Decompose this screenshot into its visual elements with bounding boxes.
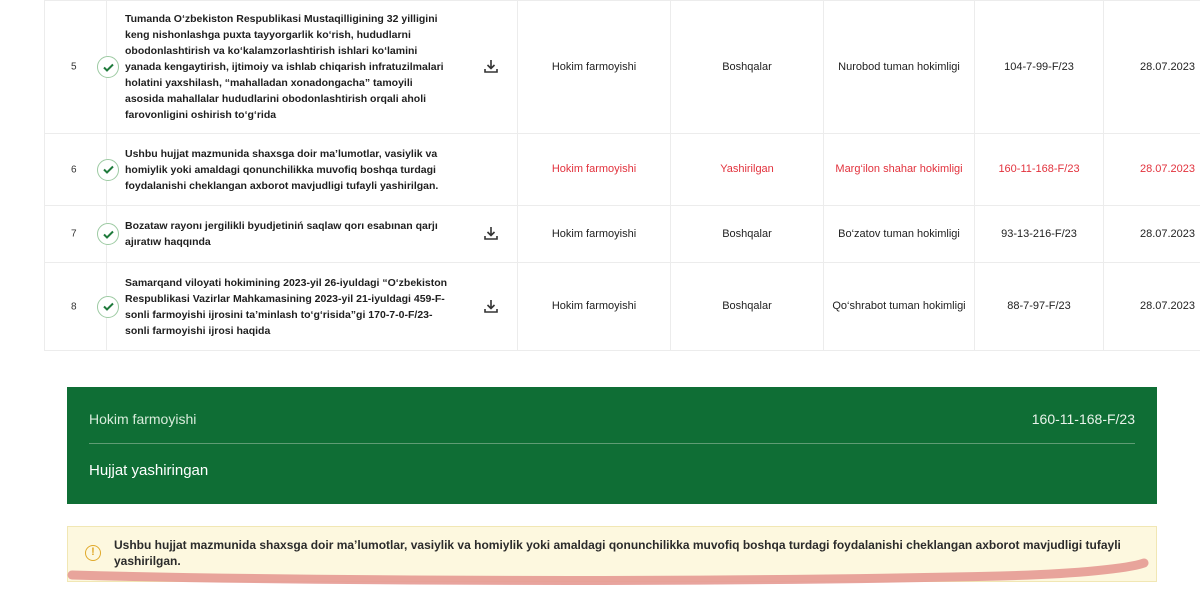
- document-title[interactable]: Tumanda O‘zbekiston Respublikasi Mustaqilligining 32 yilligini keng nishonlashga puxta tayyorgarlik ko‘rish, hududlarni obodonlashtirish va ko‘kalamzorlashtirish ishlari ko‘lamini yanada kengaytirish, ijtimoiy va ishlab chiqarish infratuzilmalari holatini yaxshilash, “mahalladan xonadongacha” tamoyili asosida mahallalar hududlarini obodonlashtirish orqali aholi farovonligini oshirish to‘g‘rida: [125, 13, 444, 121]
- document-title: Ushbu hujjat mazmunida shaxsga doir ma’lumotlar, vasiylik va homiylik yoki amaldagi qonunchilikka muvofiq boshqa turdagi foydalanishi cheklangan axborot mavjudligi tufayli yashirilgan.: [125, 147, 439, 192]
- date-cell: 28.07.2023: [1104, 263, 1200, 351]
- doc-number-cell: 93-13-216-F/23: [975, 206, 1104, 263]
- detail-doc-number: 160-11-168-F/23: [1031, 411, 1135, 427]
- row-number-cell: [45, 263, 107, 351]
- date-cell: 28.07.2023: [1104, 1, 1200, 134]
- date-cell: 28.07.2023: [1104, 206, 1200, 263]
- type-cell: Hokim farmoyishi: [518, 134, 671, 206]
- category-cell: Boshqalar: [671, 206, 824, 263]
- category-cell: Boshqalar: [671, 263, 824, 351]
- title-cell: [107, 263, 518, 351]
- date-cell: 28.07.2023: [1104, 134, 1200, 206]
- row-number: 8: [71, 301, 77, 312]
- document-title[interactable]: Bozataw rayonı jergilikli byudjetiniń saqlaw qorı esabınan qarjı ajıratıw haqqında: [125, 220, 438, 248]
- organization-cell: Bo‘zatov tuman hokimligi: [824, 206, 975, 263]
- title-cell: [107, 1, 518, 134]
- row-number-cell: [45, 206, 107, 263]
- doc-number-cell: 104-7-99-F/23: [975, 1, 1104, 134]
- organization-cell: Nurobod tuman hokimligi: [824, 1, 975, 134]
- documents-table: [44, 0, 1200, 351]
- row-number-cell: [45, 134, 107, 206]
- detail-doc-type: Hokim farmoyishi: [89, 411, 197, 427]
- row-number-cell: [45, 1, 107, 134]
- category-cell: Boshqalar: [671, 1, 824, 134]
- row-number: 6: [71, 164, 77, 175]
- doc-number-cell: 88-7-97-F/23: [975, 263, 1104, 351]
- type-cell: Hokim farmoyishi: [518, 263, 671, 351]
- type-cell: Hokim farmoyishi: [518, 206, 671, 263]
- type-cell: Hokim farmoyishi: [518, 1, 671, 134]
- download-icon[interactable]: [483, 58, 501, 76]
- download-icon[interactable]: [483, 298, 501, 316]
- table-row[interactable]: [45, 263, 1200, 351]
- document-title[interactable]: Samarqand viloyati hokimining 2023-yil 26-iyuldagi “O‘zbekiston Respublikasi Vazirlar Mahkamasining 2023-yil 21-iyuldagi 459-F-sonli farmoyishi ijrosini ta’minlash to‘g‘risida”gi 170-7-0-F/23-sonli farmoyishi ijrosi haqida: [125, 276, 448, 337]
- detail-status: Hujjat yashiringan: [89, 462, 209, 479]
- table-row[interactable]: [45, 1, 1200, 134]
- organization-cell: Qo‘shrabot tuman hokimligi: [824, 263, 975, 351]
- download-icon[interactable]: [483, 225, 501, 243]
- title-cell: [107, 134, 518, 206]
- row-number: 7: [71, 228, 77, 240]
- category-cell: Yashirilgan: [671, 134, 824, 206]
- detail-divider: [89, 443, 1135, 444]
- doc-number-cell: 160-11-168-F/23: [975, 134, 1104, 206]
- warning-icon: !: [85, 545, 101, 561]
- organization-cell: Marg‘ilon shahar hokimligi: [824, 134, 975, 206]
- row-number: 5: [71, 61, 77, 73]
- notice-text: Ushbu hujjat mazmunida shaxsga doir ma’lumotlar, vasiylik va homiylik yoki amaldagi qonunchilikka muvofiq boshqa turdagi foydalanishi cheklangan axborot mavjudligi tufayli yashirilgan.: [114, 538, 1121, 568]
- table-row[interactable]: [45, 134, 1200, 206]
- table-row[interactable]: [45, 206, 1200, 263]
- title-cell: [107, 206, 518, 263]
- hidden-document-notice: [67, 526, 1157, 582]
- document-detail-panel: [67, 387, 1157, 504]
